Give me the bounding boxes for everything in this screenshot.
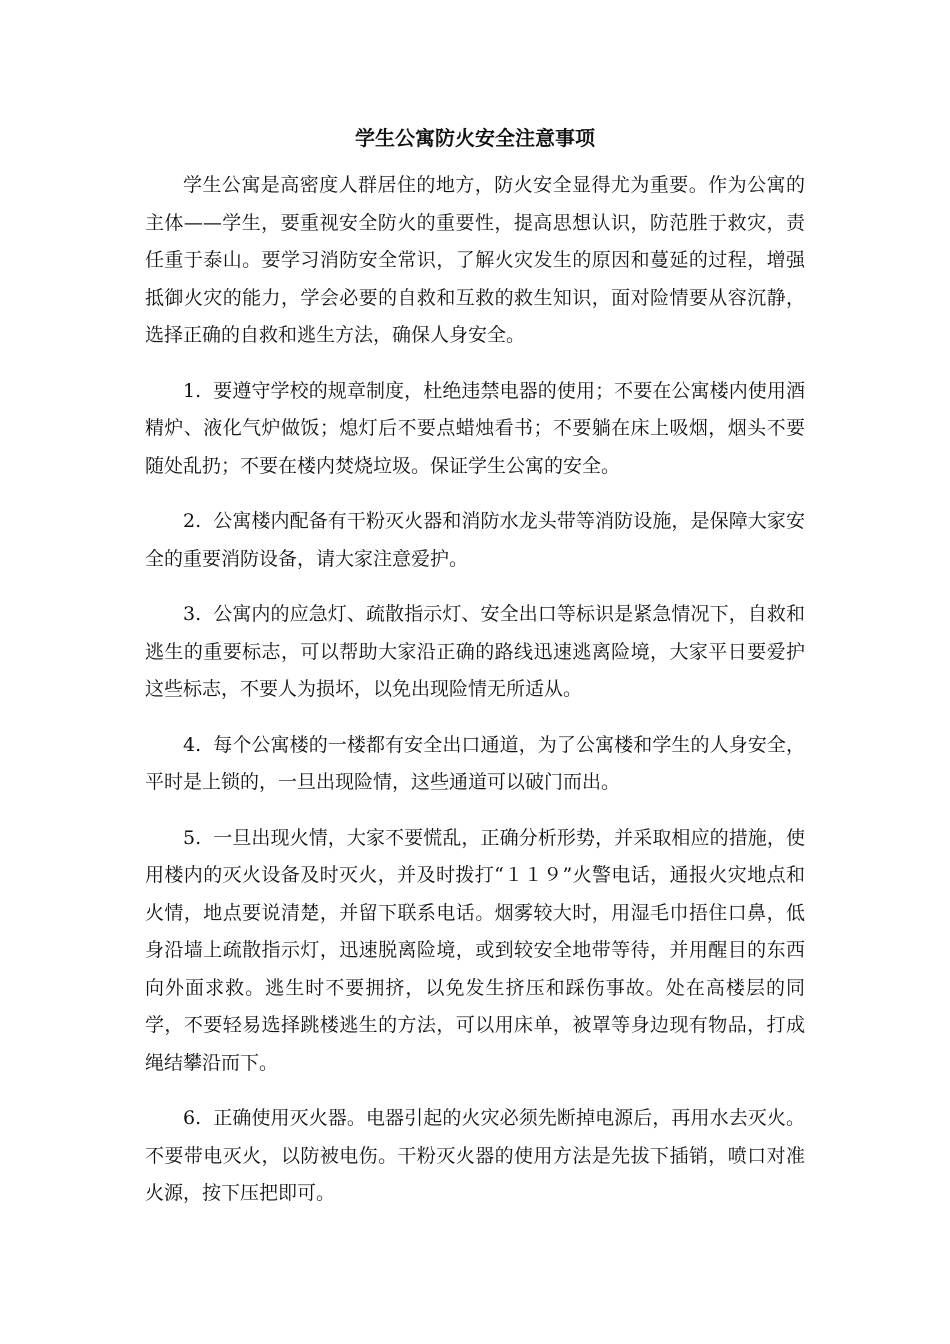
item-text: 要遵守学校的规章制度，杜绝违禁电器的使用；不要在公寓楼内使用酒精炉、液化气炉做饭；熄灯后不要点蜡烛看书；不要躺在床上吸烟，烟头不要随处乱扔；不要在楼内焚烧垃圾。保证学生公寓的安全。 (145, 379, 805, 477)
item-text: 正确使用灭火器。电器引起的火灾必须先断掉电源后，再用水去灭火。不要带电灭火，以防被电伤。干粉灭火器的使用方法是先拔下插销，喷口对准火源，按下压把即可。 (145, 1107, 805, 1204)
list-item (145, 373, 805, 486)
list-item (145, 727, 805, 802)
item-text: 一旦出现火情，大家不要慌乱，正确分析形势，并采取相应的措施，使用楼内的灭火设备及时灭火，并及时拨打“１１９”火警电话，通报火灾地点和火情，地点要说清楚，并留下联系电话。烟雾较大时，用湿毛巾捂住口鼻，低身沿墙上疏散指示灯，迅速脱离险境，或到较安全地带等待，并用醒目的东西向外面求救。逃生时不要拥挤，以免发生挤压和踩伤事故。处在高楼层的同学，不要轻易选择跳楼逃生的方法，可以用床单，被罩等身边现有物品，打成绳结攀沿而下。 (145, 826, 805, 1074)
item-text: 每个公寓楼的一楼都有安全出口通道，为了公寓楼和学生的人身安全，平时是上锁的，一旦出现险情，这些通道可以破门而出。 (145, 733, 805, 793)
item-text: 公寓楼内配备有干粉灭火器和消防水龙头带等消防设施，是保障大家安全的重要消防设备，请大家注意爱护。 (145, 510, 805, 570)
list-item (145, 596, 805, 709)
item-number: 5. (183, 826, 202, 849)
item-number: 2. (183, 510, 202, 532)
item-number: 4. (183, 733, 202, 756)
item-text: 公寓内的应急灯、疏散指示灯、安全出口等标识是紧急情况下，自救和逃生的重要标志，可以帮助大家沿正确的路线迅速逃离险境，大家平日要爱护这些标志，不要人为损坏，以免出现险情无所适从。 (145, 603, 805, 700)
intro-paragraph: 学生公寓是高密度人群居住的地方，防火安全显得尤为重要。作为公寓的主体——学生，要重视安全防火的重要性，提高思想认识，防范胜于救灾，责任重于泰山。要学习消防安全常识，了解火灾发生的原因和蔓延的过程，增强抵御火灾的能力，学会必要的自救和互救的救生知识，面对险情要从容沉静，选择正确的自救和逃生方法，确保人身安全。 (145, 174, 805, 346)
item-number: 6. (183, 1107, 202, 1129)
document-page (145, 118, 805, 1231)
list-item (145, 1100, 805, 1213)
item-number: 3. (183, 603, 202, 625)
list-item (145, 503, 805, 578)
document-title: 学生公寓防火安全注意事项 (355, 126, 595, 150)
item-number: 1. (183, 379, 202, 402)
list-item (145, 820, 805, 1083)
